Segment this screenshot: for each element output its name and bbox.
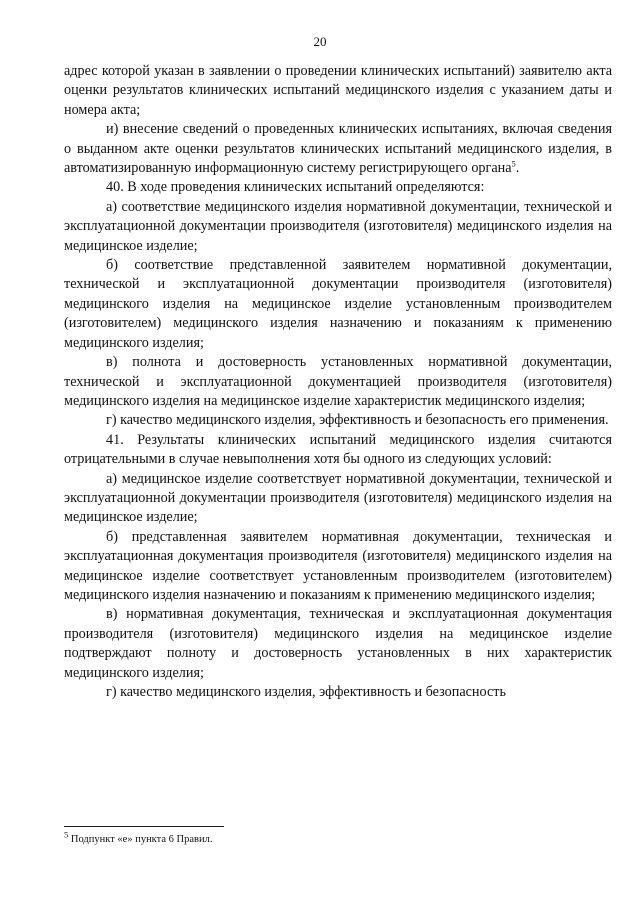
paragraph-text: г) качество медицинского изделия, эффективность и безопасность [106,684,506,700]
paragraph-text: 41. Результаты клинических испытаний медицинского изделия считаются отрицательными в случае невыполнения хотя бы одного из следующих условий: [64,431,612,468]
paragraph-section-40 [64,178,612,197]
paragraph-text: в) полнота и достоверность установленных нормативной документации, технической и эксплуатационной документацией производителя (изготовителя) медицинского изделия на медицинское изделие характеристик медицинского изделия; [64,354,612,409]
paragraph-text: 40. В ходе проведения клинических испытаний определяются: [106,179,485,196]
paragraph-text: а) соответствие медицинского изделия нормативной документации, технической и эксплуатационной документации производителя (изготовителя) медицинского изделия на медицинское изделие; [64,198,612,254]
footnote-divider [64,826,224,827]
footnote-text: Подпункт «е» пункта 6 Правил. [70,834,213,845]
footnote-reference[interactable]: 5 [511,158,516,169]
page-number: 20 [313,34,327,49]
paragraph-item-a [64,198,612,256]
footnote [64,829,612,847]
paragraph-section-41 [64,431,612,470]
paragraph-item-i: и) внесение сведений о проведенных клинических испытаниях, включая сведения о выданном акте оценки результатов клинических испытаний медицинского изделия, в автоматизированную информационную систему регистрирующего органа$^5$. [64,121,612,177]
body-text [64,62,612,702]
paragraph-text: а) медицинское изделие соответствует нормативной документации, технической и эксплуатационной документации производителя (изготовителя) медицинского изделия на медицинское изделие; [64,470,612,526]
paragraph-text: и) внесение сведений о проведенных клинических испытаниях, включая сведения о выданном акте оценки результатов клинических испытаний медицинского изделия, в автоматизированную информационную систему регистрирующего органа [64,121,612,177]
paragraph-item-v [64,353,612,411]
paragraph-item-b [64,256,612,353]
paragraph-item-a [64,470,612,528]
paragraph-continuation [64,62,612,120]
paragraph-text: г) качество медицинского изделия, эффективность и безопасность его применения. [106,412,609,429]
paragraph-text: б) представленная заявителем нормативная документации, техническая и эксплуатационная документация производителя (изготовителя) медицинского изделия на медицинское изделие соответствует установленным производителем (изготовителем) медицинского изделия назначению и показаниям к применению медицинского изделия; [64,528,612,603]
paragraph-text: б) соответствие представленной заявителем нормативной документации, технической и эксплуатационной документации производителя (изготовителя) медицинского изделия на медицинское изделие установленным производителем (изготовителем) медицинского изделия назначению и показаниям к применению медицинского изделия; [64,257,612,351]
paragraph-text: в) нормативная документация, техническая и эксплуатационная документация производителя (изготовителя) медицинского изделия на медицинское изделие подтверждают полноту и достоверность установленных в них характеристик медицинского изделия; [64,606,612,681]
paragraph-text: адрес которой указан в заявлении о проведении клинических испытаний) заявителю акта оценки результатов клинических испытаний медицинского изделия с указанием даты и номера акта; [64,63,612,118]
paragraph-item-b [64,528,612,606]
footnote-marker: 5 [64,829,69,840]
paragraph-item-v [64,605,612,683]
paragraph-item-g [64,683,612,702]
paragraph-item-g [64,411,612,430]
